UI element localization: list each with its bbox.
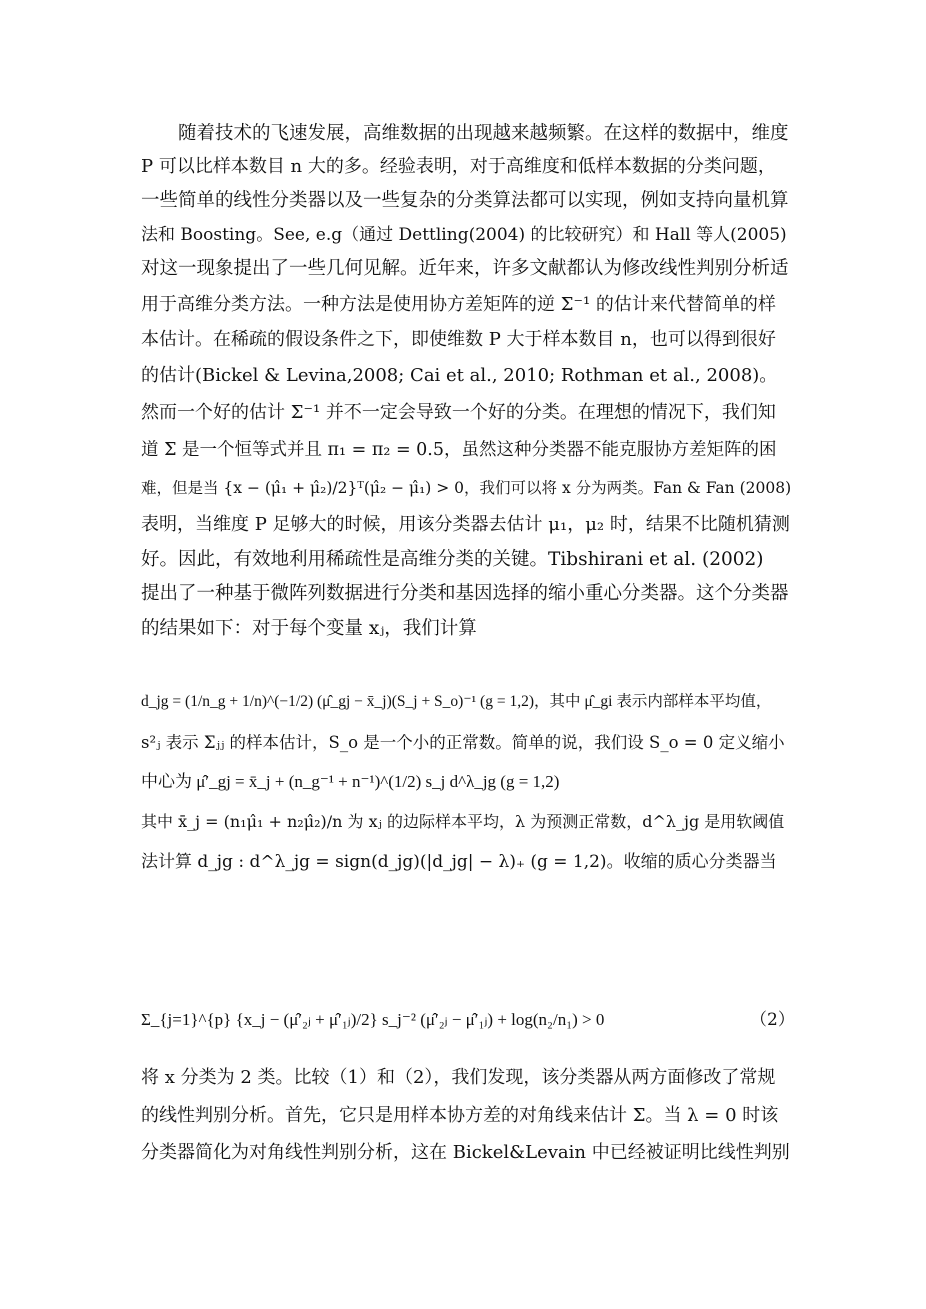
paragraph-line: 分类器简化为对角线性判别分析，这在 Bickel&Levain 中已经被证明比线性判别 (141, 1142, 790, 1163)
display-equation: Σ_{j=1}^{p} {x_j − (μ̂′₂ⱼ + μ̂′₁ⱼ)/2} s_j⁻² (μ̂′₂ⱼ − μ̂′₁ⱼ) + log(n₂/n₁) > 0 (141, 1010, 605, 1029)
paragraph-line: 的结果如下：对于每个变量 xⱼ，我们计算 (141, 618, 477, 639)
formula-line: d_jg = (1/n_g + 1/n)^(−1/2) (μ̂_gj − x̄_j)(S_j + S_o)⁻¹ (g = 1,2)，其中 μ̂_gi 表示内部样本平均值， (141, 693, 772, 710)
paragraph-line: 表明，当维度 P 足够大的时候，用该分类器去估计 μ₁，μ₂ 时，结果不比随机猜测 (141, 514, 790, 535)
formula-line: 中心为 μ̂′_gj = x̄_j + (n_g⁻¹ + n⁻¹)^(1/2) s_j d^λ_jg (g = 1,2) (141, 772, 560, 791)
paragraph-line: 对这一现象提出了一些几何见解。近年来，许多文献都认为修改线性判别分析适 (141, 258, 789, 279)
paragraph-line: 然而一个好的估计 Σ⁻¹ 并不一定会导致一个好的分类。在理想的情况下，我们知 (141, 402, 776, 423)
paragraph-line: 提出了一种基于微阵列数据进行分类和基因选择的缩小重心分类器。这个分类器 (141, 583, 789, 604)
paragraph-line: 好。因此，有效地利用稀疏性是高维分类的关键。Tibshirani et al. (2002) (141, 549, 764, 570)
paragraph-line: 的估计(Bickel & Levina,2008; Cai et al., 2010; Rothman et al., 2008)。 (141, 365, 778, 386)
paragraph-line: 将 x 分类为 2 类。比较（1）和（2），我们发现，该分类器从两方面修改了常规 (141, 1067, 776, 1088)
paragraph-line: 道 Σ 是一个恒等式并且 π₁ = π₂ = 0.5，虽然这种分类器不能克服协方差矩阵的困 (141, 440, 777, 460)
paragraph-line: 法计算 d_jg : d^λ_jg = sign(d_jg)(|d_jg| − λ)₊ (g = 1,2)。收缩的质心分类器当 (141, 852, 777, 872)
paragraph-line: 本估计。在稀疏的假设条件之下，即使维数 P 大于样本数目 n，也可以得到很好 (141, 329, 776, 350)
paragraph-line: 难，但是当 {x − (μ̂₁ + μ̂₂)/2}ᵀ(μ̂₂ − μ̂₁) > 0，我们可以将 x 分为两类。Fan & Fan (2008) (141, 479, 792, 497)
paragraph-line: 随着技术的飞速发展，高维数据的出现越来越频繁。在这样的数据中，维度 (178, 123, 789, 144)
equation-number: （2） (750, 1010, 795, 1030)
paragraph-line: 其中 x̄_j = (n₁μ̂₁ + n₂μ̂₂)/n 为 xⱼ 的边际样本平均，λ 为预测正常数，d^λ_jg 是用软阈值 (141, 812, 785, 831)
paragraph-line: P 可以比样本数目 n 大的多。经验表明，对于高维度和低样本数据的分类问题， (141, 156, 776, 177)
paragraph-line: 法和 Boosting。See, e.g（通过 Dettling(2004) 的比较研究）和 Hall 等人(2005) (141, 225, 787, 245)
paragraph-line: s²ⱼ 表示 Σⱼⱼ 的样本估计，S_o 是一个小的正常数。简单的说，我们设 S_o = 0 定义缩小 (141, 733, 785, 752)
paragraph-line: 用于高维分类方法。一种方法是使用协方差矩阵的逆 Σ⁻¹ 的估计来代替简单的样 (141, 294, 776, 315)
paragraph-line: 的线性判别分析。首先，它只是用样本协方差的对角线来估计 Σ。当 λ = 0 时该 (141, 1105, 779, 1126)
paragraph-line: 一些简单的线性分类器以及一些复杂的分类算法都可以实现，例如支持向量机算 (141, 190, 789, 211)
